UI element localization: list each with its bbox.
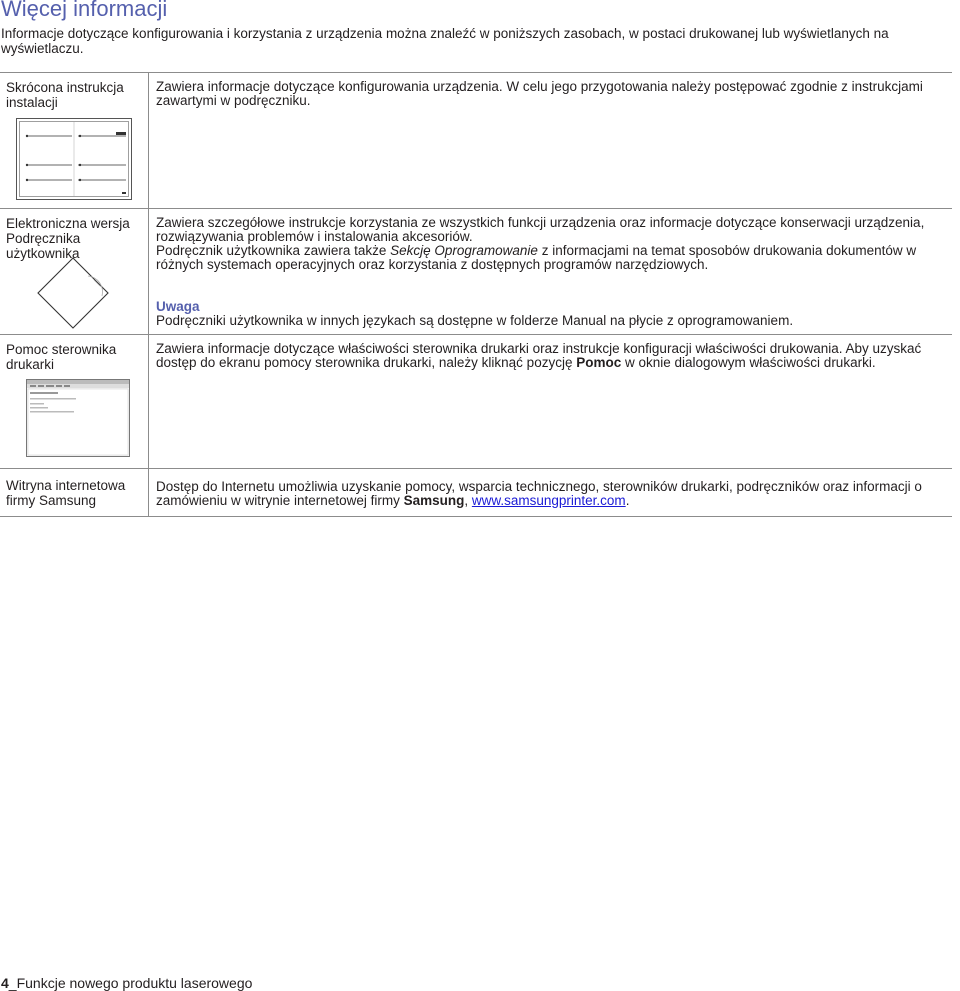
samsung-website-link[interactable]: www.samsungprinter.com: [471, 493, 626, 508]
software-section-emphasis: Sekcję Oprogramowanie: [390, 243, 538, 258]
user-guide-paragraph-2: [156, 244, 946, 272]
row-text-samsung-website: [156, 480, 946, 508]
page-footer: [1, 975, 252, 991]
note-text: Podręczniki użytkownika w innych językach są dostępne w folderze Manual na płycie z oprogramowaniem.: [156, 313, 794, 328]
column-divider: [148, 72, 149, 517]
footer-chapter-title: _Funkcje nowego produktu laserowego: [8, 975, 253, 991]
help-item-bold: Pomoc: [576, 355, 622, 370]
table-bottom-rule: [0, 516, 952, 517]
page-title: Więcej informacji: [1, 0, 168, 21]
help-window-screenshot-icon: [26, 379, 130, 457]
row-text-driver-help: [156, 342, 946, 370]
text-span: ,: [464, 493, 472, 508]
row-label-quick-guide: Skrócona instrukcja instalacji: [6, 80, 124, 110]
text-span: z informacjami na temat sposobów drukowania dokumentów w różnych systemach operacyjnych oraz korzystania z dostępnych programów narzędziowych.: [156, 243, 917, 272]
row-divider: [0, 208, 952, 209]
text-span: Dostęp do Internetu umożliwia uzyskanie pomocy, wsparcia technicznego, sterowników drukarki, podręczników oraz informacji o zamówieniu w witrynie internetowej firmy: [156, 479, 922, 508]
row-label-user-guide: Elektroniczna wersja Podręcznika użytkownika: [6, 216, 130, 261]
text-span: Zawiera informacje dotyczące właściwości sterownika drukarki oraz instrukcje konfiguracji właściwości drukowania. Aby uzyskać dostęp do ekranu pomocy sterownika drukarki, należy kliknąć pozycję: [156, 341, 922, 370]
quick-guide-booklet-icon: [16, 118, 132, 200]
text-span: .: [625, 493, 630, 508]
row-divider: [0, 334, 952, 335]
row-text-user-guide: [156, 216, 946, 272]
row-label-samsung-website: Witryna internetowa firmy Samsung: [6, 478, 126, 508]
table-top-rule: [0, 72, 952, 73]
cd-disc-icon: [36, 256, 110, 330]
row-label-driver-help: Pomoc sterownika drukarki: [6, 342, 117, 372]
intro-paragraph: Informacje dotyczące konfigurowania i korzystania z urządzenia można znaleźć w poniższych zasobach, w postaci drukowanej lub wyświetlanych na wyświetlaczu.: [1, 26, 889, 56]
user-guide-paragraph-1: Zawiera szczegółowe instrukcje korzystania ze wszystkich funkcji urządzenia oraz informacje dotyczące konserwacji urządzenia, rozwiązywania problemów i instalowania akcesoriów.: [156, 215, 925, 244]
note-title: Uwaga: [156, 299, 200, 314]
note-box: [156, 300, 946, 328]
row-divider: [0, 468, 952, 469]
row-text-quick-guide: Zawiera informacje dotyczące konfigurowania urządzenia. W celu jego przygotowania należy postępować zgodnie z instrukcjami zawartymi w podręczniku.: [156, 79, 923, 108]
text-span: Podręcznik użytkownika zawiera także: [156, 243, 391, 258]
text-span: w oknie dialogowym właściwości drukarki.: [621, 355, 876, 370]
page-number: 4: [1, 975, 9, 991]
samsung-bold: Samsung: [403, 493, 465, 508]
